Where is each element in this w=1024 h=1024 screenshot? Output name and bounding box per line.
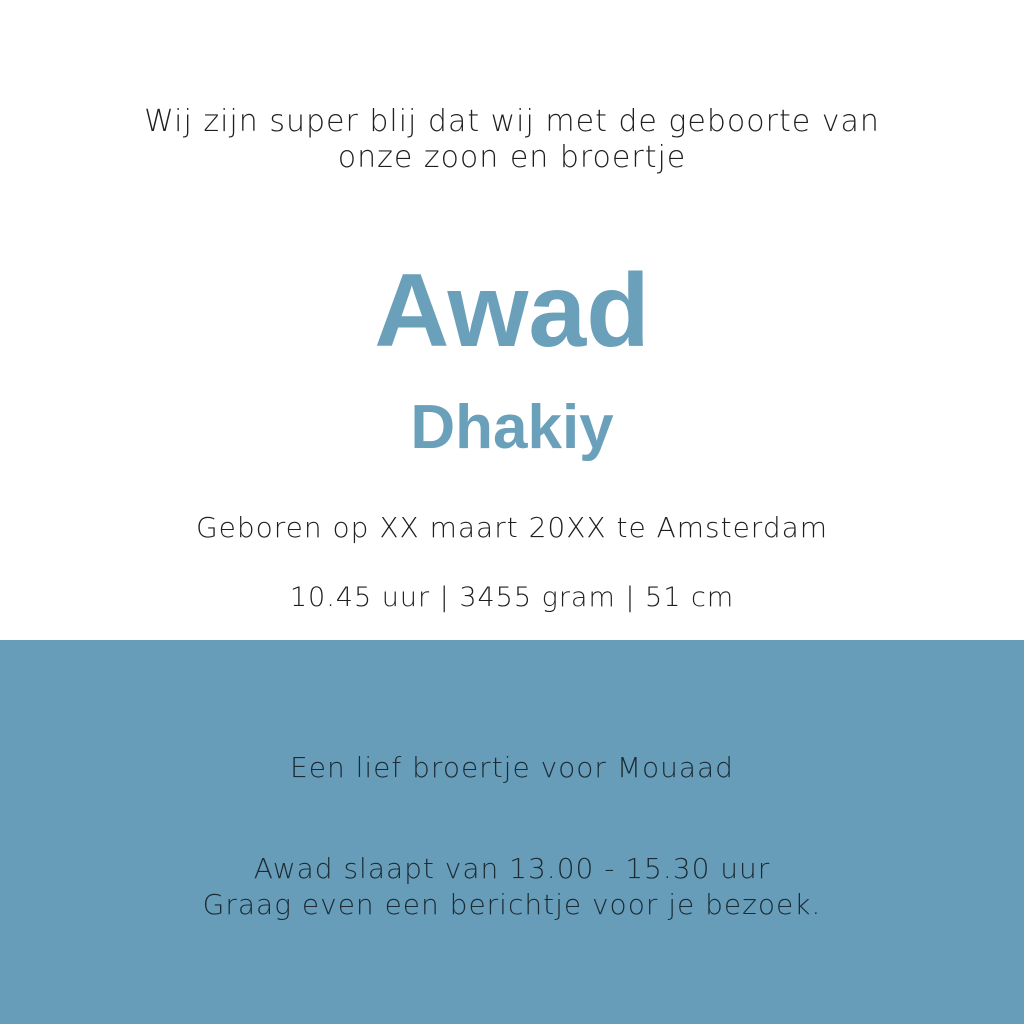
birth-stats: 10.45 uur | 3455 gram | 51 cm	[289, 582, 735, 613]
intro-line-1: Wij zijn super blij dat wij met de geboorte van	[144, 104, 880, 139]
visit-message	[0, 851, 1024, 923]
intro-line-2: onze zoon en broertje	[337, 140, 687, 175]
visit-line-1: Awad slaapt van 13.00 - 15.30 uur	[253, 852, 771, 885]
intro-text	[0, 104, 1024, 176]
sibling-message: Een lief broertje voor Mouaad	[290, 751, 734, 784]
baby-last-name: Dhakiy	[410, 393, 614, 462]
visit-line-2: Graag even een berichtje voor je bezoek.	[202, 888, 822, 921]
baby-first-name: Awad	[374, 253, 650, 369]
birth-details: Geboren op XX maart 20XX te Amsterdam	[195, 511, 829, 544]
bottom-blue-panel	[0, 640, 1024, 1024]
